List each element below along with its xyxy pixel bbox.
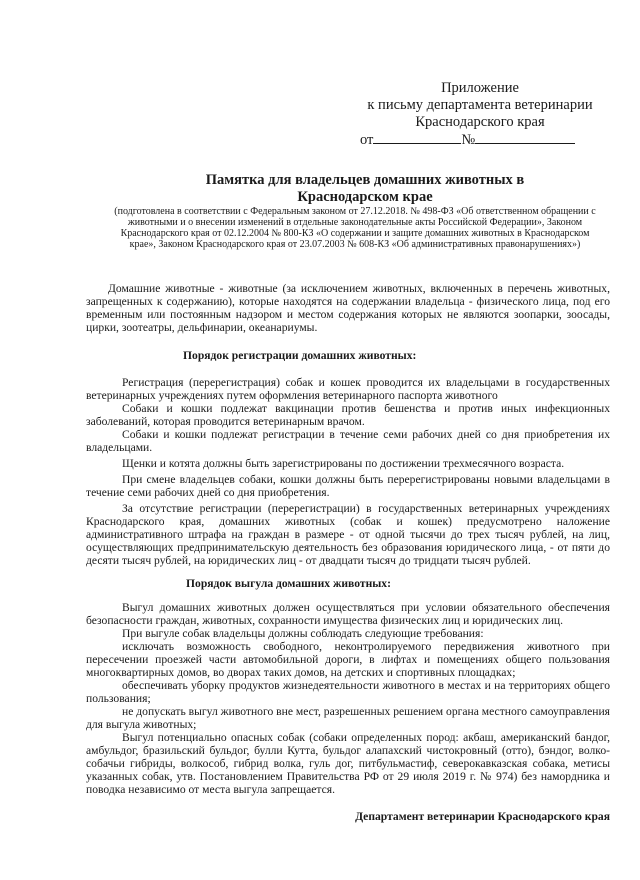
uncontrolled-movement-paragraph: исключать возможность свободного, неконтролируемого передвижения животного при пересечении проезжей части автомобильной дороги, в лифтах и помещениях общего пользования многоквартирных домов, во дворах таких домов, на детских и спортивных площадках; (86, 640, 610, 679)
legal-basis-note: (подготовлена в соответствии с Федеральным законом от 27.12.2018. № 498-ФЗ «Об ответственном обращении с животными и о внесении изменений в отдельные законодательные акты Российской Федерации», Законом Краснодарского края от 02.12.2004 № 800-КЗ «О содержании и защите домашних животных в Краснодарском крае», Законом Краснодарского края от 23.07.2003 № 608-КЗ «Об административных правонарушениях») (114, 206, 596, 250)
permitted-areas-paragraph: не допускать выгул животного вне мест, разрешенных решением органа местного самоуправления для выгула животных; (86, 705, 610, 731)
vaccination-paragraph: Собаки и кошки подлежат вакцинации против бешенства и против иных инфекционных заболеваний, которая проводится ветеринарным врачом. (86, 402, 610, 428)
dangerous-dogs-paragraph: Выгул потенциально опасных собак (собаки определенных пород: акбаш, американский бандог, амбульдог, бразильский бульдог, булли Кутта, бульдог алапахский чистокровный (отто), бэндог, волко-собачьи гибриды, волкособ, гибрид волка, гуль дог, питбульмастиф, северокавказская собака, метисы указанных собак, утв. Постановлением Правительства РФ от 29 июля 2019 г. № 974) без намордника и поводка независимо от места выгула запрещается. (86, 731, 610, 796)
date-blank-line (373, 131, 461, 144)
fines-paragraph: За отсутствие регистрации (перерегистрации) в государственных ветеринарных учреждениях Краснодарского края, домашних животных (собак и кошек) предусмотрено наложение административного штрафа на граждан в размере - от одной тысячи до трех тысяч рублей, на лиц, осуществляющих предпринимательскую деятельность без образования юридического лица, - от пяти до десяти тысяч рублей, на юридических лиц - от двадцати тысяч до тридцати тысяч рублей. (86, 502, 610, 567)
memo-title-line1: Памятка для владельцев домашних животных в (205, 172, 525, 188)
appendix-letter-ref: к письму департамента ветеринарии (367, 97, 593, 113)
section-walking-heading: Порядок выгула домашних животных: (186, 577, 391, 590)
walking-safety-paragraph: Выгул домашних животных должен осуществляться при условии обязательного обеспечения безопасности граждан, животных, сохранности имущества физических лиц и юридических лиц. (86, 601, 610, 627)
appendix-date-number (360, 131, 575, 149)
section-registration-heading: Порядок регистрации домашних животных: (183, 349, 417, 362)
section-registration-body (86, 376, 610, 567)
appendix-block (360, 80, 600, 148)
intro-paragraph: Домашние животные - животные (за исключением животных, включенных в перечень животных, запрещенных к содержанию), которые находятся на содержании владельца - физического лица, под его временным или постоянным надзором и местом содержания которых не являются зоопарки, зоосады, цирки, зоотеатры, дельфинарии, океанариумы. (86, 282, 610, 334)
memo-title-line2: Краснодарском крае (297, 189, 433, 205)
appendix-title: Приложение (441, 80, 519, 96)
memo-title (150, 172, 580, 206)
signature-department: Департамент ветеринарии Краснодарского края (355, 810, 610, 823)
registration-paragraph: Регистрация (перерегистрация) собак и кошек проводится их владельцами в государственных ветеринарных учреждениях путем оформления ветеринарного паспорта животного (86, 376, 610, 402)
from-label: от (360, 132, 374, 148)
owner-change-paragraph: При смене владельцев собаки, кошки должны быть перерегистрированы новыми владельцами в течение семи рабочих дней со дня приобретения. (86, 473, 610, 499)
number-label: № (461, 132, 476, 148)
appendix-region: Краснодарского края (415, 114, 545, 130)
number-blank-line (475, 131, 575, 144)
walking-requirements-paragraph: При выгуле собак владельцы должны соблюдать следующие требования: (122, 627, 484, 640)
registration-deadline-paragraph: Собаки и кошки подлежат регистрации в течение семи рабочих дней со дня приобретения их владельцами. (86, 428, 610, 454)
waste-cleanup-paragraph: обеспечивать уборку продуктов жизнедеятельности животного в местах и на территориях общего пользования; (86, 679, 610, 705)
section-walking-body (86, 601, 610, 796)
puppies-kittens-paragraph: Щенки и котята должны быть зарегистрированы по достижении трехмесячного возраста. (122, 457, 565, 470)
